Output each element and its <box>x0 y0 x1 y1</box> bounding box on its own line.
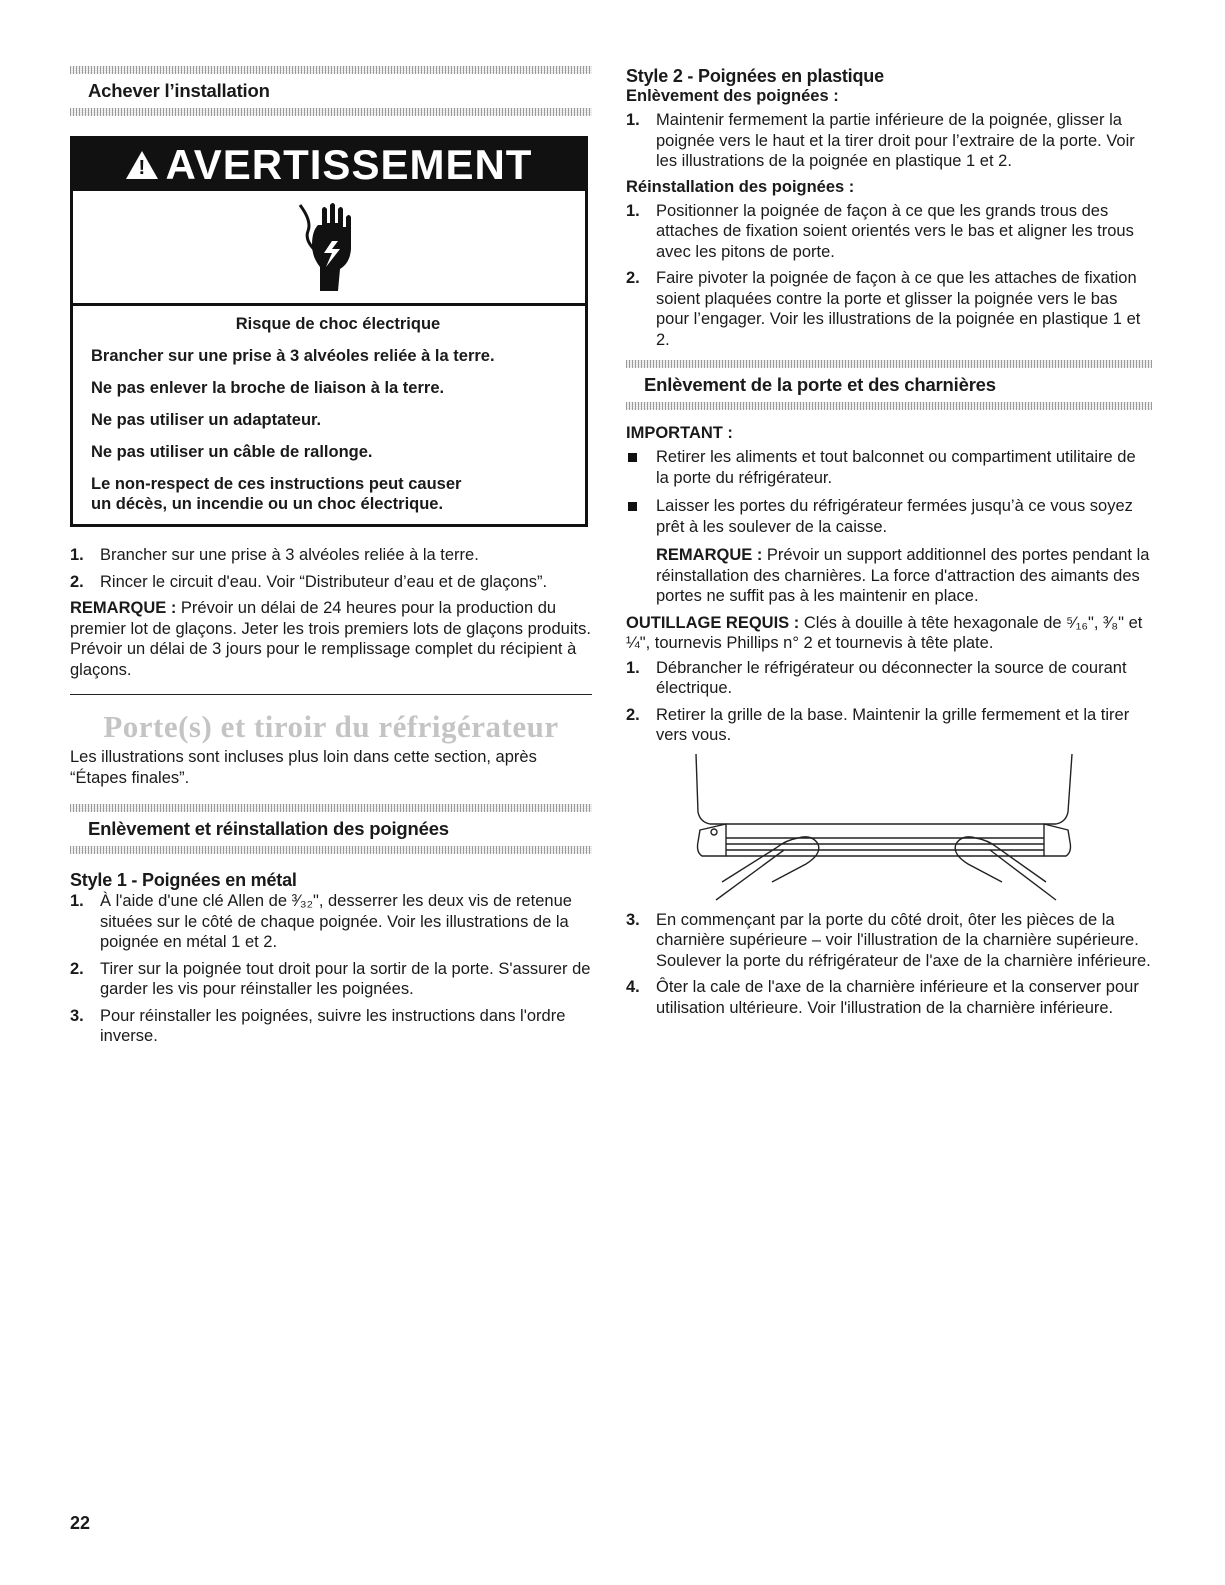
porte-intro: Les illustrations sont incluses plus loin dans cette section, après “Étapes finales”. <box>70 748 537 787</box>
warning-body <box>73 306 585 524</box>
step-number: 2. <box>626 269 640 287</box>
outillage-text: Clés à douille à tête hexagonale de ⁵⁄₁₆", ³⁄₈" et ¼", tournevis Phillips n° 2 et tournevis à tête plate. <box>626 613 1143 652</box>
outillage-label: OUTILLAGE REQUIS : <box>626 613 800 632</box>
base-grille-illustration <box>626 752 1152 902</box>
style1-title: Style 1 - Poignées en métal <box>70 870 297 890</box>
list-item <box>626 447 1152 488</box>
section-title: Achever l’installation <box>88 80 270 101</box>
list-item <box>70 545 592 566</box>
step-text: À l'aide d'une clé Allen de ³⁄₃₂", desserrer les deux vis de retenue situées sur le côté de chaque poignée. Voir les illustrations de la poignée en métal 1 et 2. <box>100 892 572 951</box>
reinstallation-label: Réinstallation des poignées : <box>626 177 855 196</box>
stipple-bar <box>70 846 592 854</box>
important-label: IMPORTANT : <box>626 424 733 442</box>
list-item <box>70 959 592 1000</box>
step-text: Brancher sur une prise à 3 alvéoles reliée à la terre. <box>100 546 479 564</box>
step-text: Faire pivoter la poignée de façon à ce que les attaches de fixation soient plaquées contre la porte et glisser la poignée vers le bas pour l’engager. Voir les illustrations de la poignée en plastique 1 et 2. <box>656 269 1141 349</box>
list-item <box>70 891 592 953</box>
section-title: Enlèvement et réinstallation des poignées <box>88 818 449 839</box>
section-header-achever <box>70 66 592 116</box>
warning-line: Brancher sur une prise à 3 alvéoles reliée à la terre. <box>91 347 495 365</box>
grille-removal-illustration <box>626 752 1152 902</box>
step-text: Positionner la poignée de façon à ce que les grands trous des attaches de fixation soient orientés vers le bas et aligner les trous avec les pitons de porte. <box>656 201 1134 261</box>
warning-title: AVERTISSEMENT <box>165 141 533 188</box>
step-number: 4. <box>626 978 640 996</box>
remarque-paragraph <box>70 598 592 680</box>
install-steps <box>70 545 592 592</box>
list-item <box>626 705 1152 746</box>
step-text: Pour réinstaller les poignées, suivre les instructions dans l'ordre inverse. <box>100 1006 566 1045</box>
step-text: En commençant par la porte du côté droit, ôter les pièces de la charnière supérieure – voir l'illustration de la charnière supérieure. Soulever la porte du réfrigérateur de l'axe de la charnière inférieure. <box>656 910 1151 970</box>
warning-triangle-icon: ! <box>126 151 158 179</box>
consequence-line-2: un décès, un incendie ou un choc électrique. <box>91 495 444 513</box>
warning-line: Ne pas utiliser un câble de rallonge. <box>91 443 373 461</box>
list-item <box>626 977 1152 1018</box>
reinstallation-steps <box>626 201 1152 351</box>
shock-hazard-area <box>73 191 585 306</box>
list-item <box>70 572 592 593</box>
step-text: Débrancher le réfrigérateur ou déconnecter la source de courant électrique. <box>656 658 1127 697</box>
warning-risk: Risque de choc électrique <box>235 315 441 333</box>
step-number: 2. <box>626 705 640 724</box>
list-item <box>626 496 1152 537</box>
list-item <box>70 1006 592 1047</box>
stipple-bar <box>70 804 592 812</box>
warning-line: Ne pas enlever la broche de liaison à la terre. <box>91 379 445 397</box>
list-item <box>626 268 1152 350</box>
bullet-text: Retirer les aliments et tout balconnet ou compartiment utilitaire de la porte du réfrigérateur. <box>656 448 1136 487</box>
step-number: 1. <box>70 546 84 564</box>
step-number: 1. <box>70 892 84 910</box>
step-number: 3. <box>70 1006 84 1025</box>
section-title: Enlèvement de la porte et des charnières <box>644 374 996 395</box>
step-number: 1. <box>626 658 640 677</box>
step-text: Maintenir fermement la partie inférieure de la poignée, glisser la poignée vers le haut et la tirer droit pour l’extraire de la porte. Voir les illustrations de la poignée en plastique 1 et 2. <box>656 111 1135 170</box>
bullet-icon <box>628 453 637 462</box>
remarque-label: REMARQUE : <box>70 599 177 617</box>
stipple-bar <box>626 402 1152 410</box>
warning-header <box>73 139 585 191</box>
bullet-icon <box>628 502 637 511</box>
step-number: 2. <box>70 959 84 978</box>
door-steps-b <box>626 910 1152 1019</box>
step-text: Retirer la grille de la base. Maintenir la grille fermement et la tirer vers vous. <box>656 705 1130 744</box>
right-column <box>626 66 1152 1024</box>
remarque-label: REMARQUE : <box>656 546 763 564</box>
warning-box <box>70 136 588 527</box>
step-number: 3. <box>626 910 640 929</box>
enlevement-label: Enlèvement des poignées : <box>626 87 839 105</box>
stipple-bar <box>70 66 592 74</box>
warning-consequence <box>91 474 585 514</box>
consequence-line-1: Le non-respect de ces instructions peut causer <box>91 475 462 493</box>
outillage-paragraph <box>626 613 1152 654</box>
style2-title: Style 2 - Poignées en plastique <box>626 66 884 86</box>
important-bullets <box>626 447 1152 537</box>
electric-shock-hand-icon <box>294 201 364 293</box>
stipple-bar <box>70 108 592 116</box>
left-column <box>70 66 592 1053</box>
section-header-porte-charnieres <box>626 360 1152 410</box>
step-text: Tirer sur la poignée tout droit pour la sortir de la porte. S'assurer de garder les vis pour réinstaller les poignées. <box>100 959 591 998</box>
warning-line: Ne pas utiliser un adaptateur. <box>91 411 322 429</box>
step-text: Ôter la cale de l'axe de la charnière inférieure et la conserver pour utilisation ultérieure. Voir l'illustration de la charnière inférieure. <box>656 978 1139 1017</box>
stipple-bar <box>626 360 1152 368</box>
porte-section-title: Porte(s) et tiroir du réfrigérateur <box>103 709 559 744</box>
step-number: 1. <box>626 201 640 220</box>
list-item <box>626 110 1152 172</box>
remarque-text: Prévoir un délai de 24 heures pour la production du premier lot de glaçons. Jeter les trois premiers lots de glaçons produits. Prévoir un délai de 3 jours pour le remplissage complet du récipient à glaçons. <box>70 599 591 679</box>
bullet-text: Laisser les portes du réfrigérateur fermées jusqu’à ce vous soyez prêt à les soulever de la caisse. <box>656 497 1133 536</box>
list-item <box>626 201 1152 263</box>
page-number: 22 <box>70 1513 91 1533</box>
style1-steps <box>70 891 592 1047</box>
list-item <box>626 910 1152 972</box>
enlevement-steps <box>626 110 1152 172</box>
step-text: Rincer le circuit d'eau. Voir “Distributeur d’eau et de glaçons”. <box>100 572 548 591</box>
step-number: 2. <box>70 572 84 591</box>
remarque-paragraph <box>626 545 1152 607</box>
door-steps-a <box>626 658 1152 746</box>
remarque-text: Prévoir un support additionnel des portes pendant la réinstallation des charnières. La force d'attraction des aimants des portes ne suffit pas à les maintenir en place. <box>656 546 1150 605</box>
list-item <box>626 658 1152 699</box>
section-header-poignees <box>70 804 592 854</box>
step-number: 1. <box>626 111 640 129</box>
